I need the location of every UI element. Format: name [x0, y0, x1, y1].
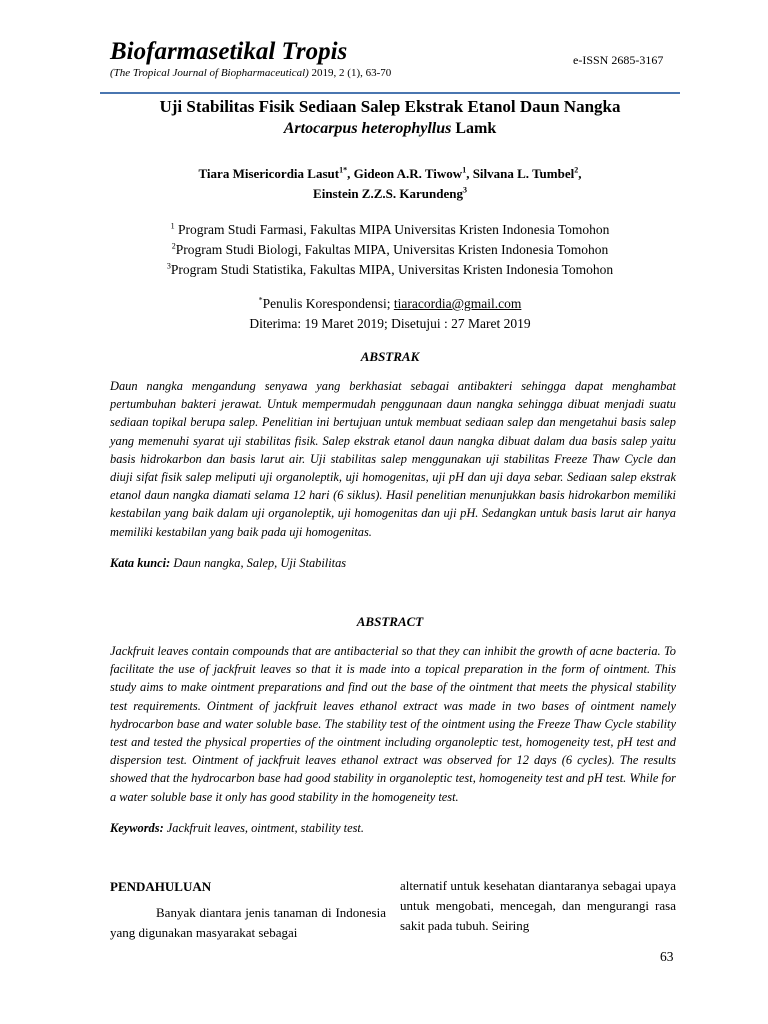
- journal-title: Biofarmasetikal Tropis: [110, 38, 348, 65]
- author-sup: 1: [462, 165, 467, 175]
- author-separator: ,: [578, 166, 582, 181]
- volume-info: 2019, 2 (1), 63-70: [311, 67, 392, 79]
- affiliation-sup: 1: [170, 221, 175, 231]
- author-list: [90, 164, 690, 204]
- affiliation-text: Program Studi Biologi, Fakultas MIPA, Universitas Kristen Indonesia Tomohon: [175, 242, 609, 257]
- kata-kunci: [110, 554, 346, 572]
- abstrak-text: Daun nangka mengandung senyawa yang berkhasiat sebagai antibakteri sehingga dapat menghambat pertumbuhan bakteri jerawat. Untuk mempermudah penggunaan daun nangka sehingga dibuat menjadi suatu sediaan topikal berupa salep. Penelitian ini bertujuan untuk membuat sediaan salep dan mengetahui basis salep yang memenuhi syarat uji stabilitas fisik. Salep ekstrak etanol daun nangka dibuat dalam dua basis salep yaitu basis hidrokarbon dan basis larut air. Uji stabilitas salep menggunakan uji stabilitas Freeze Thaw Cycle dan diuji sifat fisik salep meliputi uji organoleptik, uji homogenitas, uji pH dan uji daya sebar. Sediaan salep ekstrak etanol daun nangka diamati selama 12 hari (6 siklus). Hasil penelitian menunjukkan basis hidrokarbon memiliki kestabilan yang baik dalam uji organoleptik, uji homogenitas dan uji pH. Sedangkan untuk basis larut air hanya memiliki kestabilan yang baik pada uji homogenitas.: [110, 379, 676, 539]
- section-heading: PENDAHULUAN: [110, 879, 212, 894]
- author-name: Tiara Misericordia Lasut: [198, 166, 340, 181]
- author-sup: 3: [462, 185, 467, 195]
- body-column-left: [110, 877, 386, 943]
- affiliation-sup: 3: [166, 261, 171, 271]
- species-line: [90, 120, 690, 138]
- affiliation-text: Program Studi Farmasi, Fakultas MIPA Universitas Kristen Indonesia Tomohon: [174, 222, 610, 237]
- author-sup: 1*: [339, 165, 348, 175]
- affiliation-item: [90, 260, 690, 280]
- affiliation-text: Program Studi Statistika, Fakultas MIPA, Universitas Kristen Indonesia Tomohon: [170, 262, 614, 277]
- affiliations: [90, 220, 690, 280]
- author-name: , Silvana L. Tumbel: [466, 166, 575, 181]
- body-paragraph: Banyak diantara jenis tanaman di Indonesia yang digunakan masyarakat sebagai: [110, 905, 386, 940]
- correspondence-label: Penulis Korespondensi;: [262, 296, 394, 311]
- abstract-text: Jackfruit leaves contain compounds that are antibacterial so that they can inhibit the growth of acne bacteria. To facilitate the use of jackfruit leaves so that it is made into a topical preparation in the form of ointment. This study aims to make ointment preparations and find out the base of the ointment that meets the physical stability test requirements. Ointment of jackfruit leaves ethanol extract was made in two bases of ointment namely hydrocarbon base and water soluble base. The stability test of the ointment using the Freeze Thaw Cycle stability test and tested the physical properties of the ointment including organoleptic test, homogeneity test, pH test and dispersion test. Ointment of jackfruit leaves ethanol extract was observed for 12 days (6 cycles). The results showed that the hydrocarbon base had good stability in organoleptic test, homogeneity test and pH test. While for a water soluble base it only has good stability in the homogeneity test.: [110, 644, 676, 804]
- affiliation-sup: 2: [171, 241, 176, 251]
- correspondence-sup: *: [258, 295, 263, 305]
- body-column-right: alternatif untuk kesehatan diantaranya sebagai upaya untuk mengobati, mencegah, dan mengurangi rasa sakit pada tubuh. Seiring: [400, 878, 676, 933]
- author-sup: 2: [574, 165, 579, 175]
- kata-kunci-label: Kata kunci:: [110, 556, 171, 570]
- header-rule: [100, 92, 680, 94]
- keywords-label: Keywords:: [110, 821, 164, 835]
- received-dates: Diterima: 19 Maret 2019; Disetujui : 27 Maret 2019: [249, 316, 531, 331]
- author-name: Einstein Z.Z.S. Karundeng: [313, 186, 463, 201]
- keywords: [110, 819, 364, 837]
- affiliation-item: [90, 220, 690, 240]
- journal-subtitle: [110, 67, 391, 79]
- page-number: 63: [660, 949, 674, 964]
- abstrak-heading: ABSTRAK: [360, 349, 420, 364]
- kata-kunci-values: Daun nangka, Salep, Uji Stabilitas: [170, 556, 347, 570]
- correspondence-email-link[interactable]: tiaracordia@gmail.com: [393, 296, 522, 311]
- affiliation-item: [90, 240, 690, 260]
- journal-subtitle-text: (The Tropical Journal of Biopharmaceutical): [110, 67, 309, 79]
- author-name: , Gideon A.R. Tiwow: [347, 166, 463, 181]
- issn-label: e-ISSN 2685-3167: [573, 53, 664, 67]
- correspondence: [90, 294, 690, 334]
- correspondence-line: [90, 294, 690, 314]
- abstract-heading: ABSTRACT: [356, 614, 424, 629]
- keywords-values: Jackfruit leaves, ointment, stability test.: [163, 821, 364, 835]
- species-authority: Lamk: [455, 120, 497, 137]
- paper-title: Uji Stabilitas Fisik Sediaan Salep Ekstrak Etanol Daun Nangka: [159, 97, 621, 116]
- species-name: Artocarpus heterophyllus: [283, 120, 452, 137]
